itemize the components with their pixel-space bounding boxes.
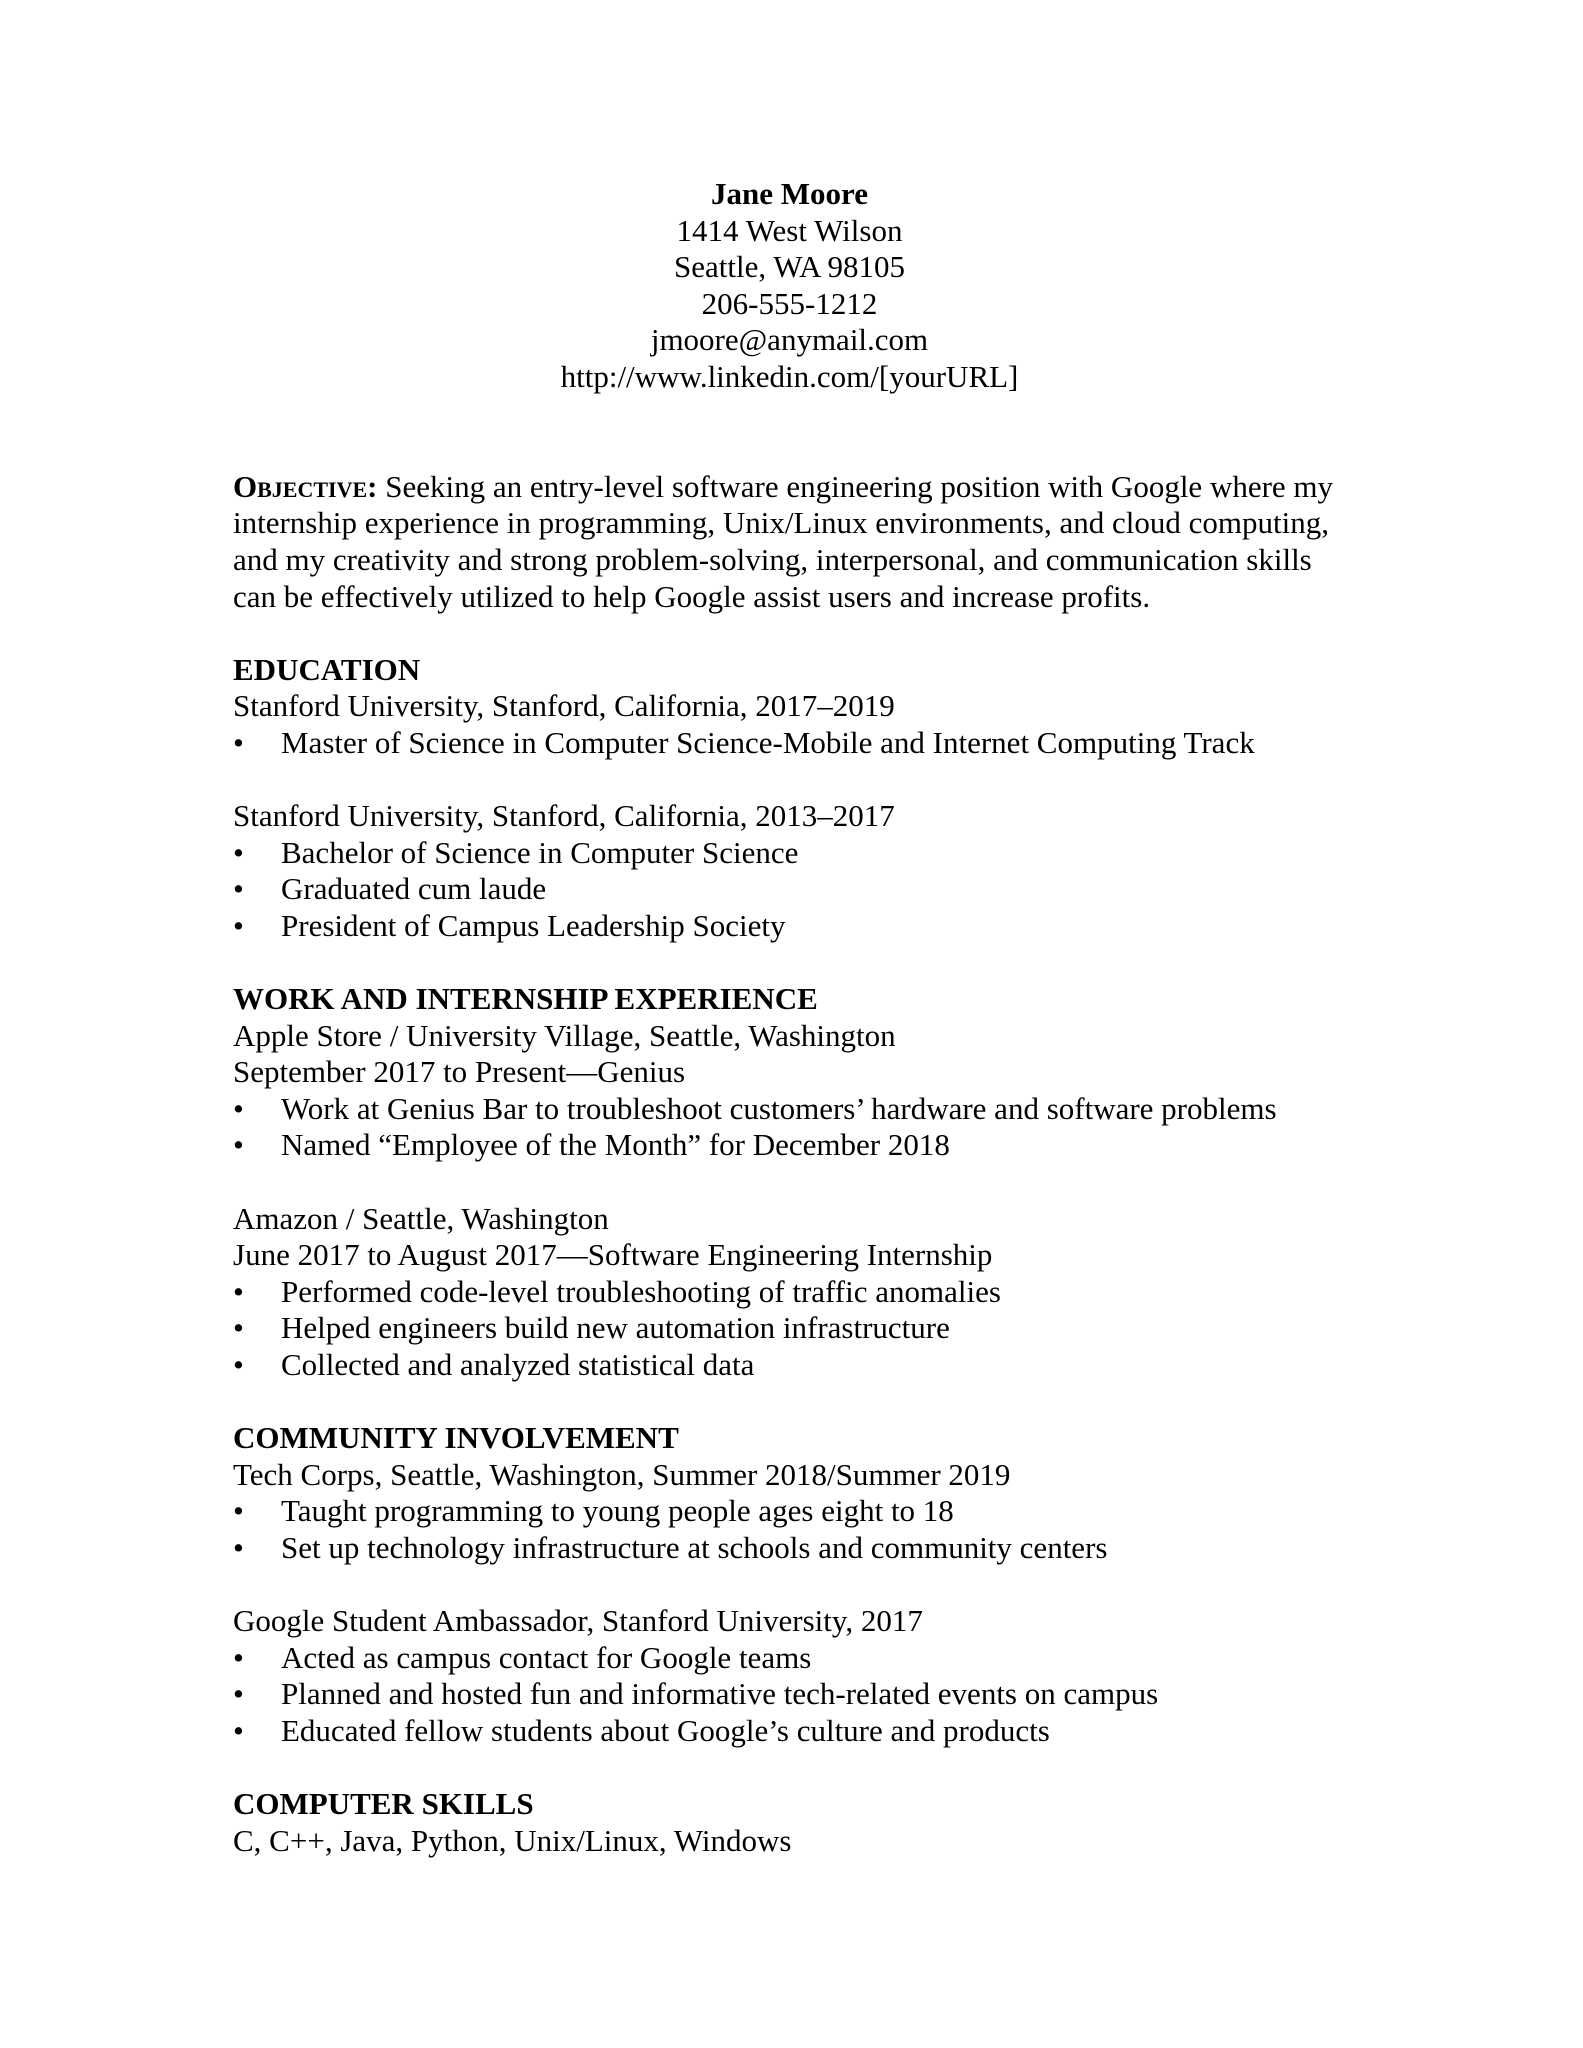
list-item (233, 1091, 1346, 1128)
list-item (233, 1493, 1346, 1530)
bullet-text: President of Campus Leadership Society (281, 907, 786, 943)
street-address: 1414 West Wilson (676, 212, 903, 248)
list-item (233, 871, 1346, 908)
bullet-text: Set up technology infrastructure at schools and community centers (281, 1529, 1108, 1565)
bullet-icon: • (233, 1676, 244, 1712)
community-heading: COMMUNITY INVOLVEMENT (233, 1420, 679, 1456)
bullet-icon: • (233, 907, 244, 943)
linkedin-url: http://www.linkedin.com/[yourURL] (560, 358, 1019, 394)
phone-number: 206-555-1212 (701, 285, 878, 321)
work-entry (233, 1018, 1346, 1164)
bullet-icon: • (233, 724, 244, 760)
bullet-text: Taught programming to young people ages eight to 18 (281, 1493, 954, 1529)
bullet-icon: • (233, 1273, 244, 1309)
work-entry (233, 1201, 1346, 1384)
section-work-experience (233, 981, 1346, 1384)
list-item (233, 1127, 1346, 1164)
community-entry (233, 1603, 1346, 1749)
work-date-line: June 2017 to August 2017—Software Engineering Internship (233, 1237, 993, 1273)
list-item (233, 1640, 1346, 1677)
section-computer-skills (233, 1786, 1346, 1859)
education-entry (233, 688, 1346, 761)
bullet-icon: • (233, 1529, 244, 1565)
work-org-line: Amazon / Seattle, Washington (233, 1200, 609, 1236)
contact-header (233, 176, 1346, 396)
objective-paragraph (233, 469, 1346, 615)
list-item (233, 1310, 1346, 1347)
education-heading: EDUCATION (233, 651, 421, 687)
candidate-name: Jane Moore (711, 176, 868, 211)
bullet-icon: • (233, 834, 244, 870)
bullet-icon: • (233, 871, 244, 907)
bullet-text: Master of Science in Computer Science-Mobile and Internet Computing Track (281, 724, 1255, 760)
list-item (233, 1530, 1346, 1567)
bullet-icon: • (233, 1493, 244, 1529)
list-item (233, 1274, 1346, 1311)
email-address: jmoore@anymail.com (650, 322, 929, 358)
education-school-line: Stanford University, Stanford, California, 2017–2019 (233, 688, 895, 724)
bullet-icon: • (233, 1347, 244, 1382)
bullet-text: Collected and analyzed statistical data (281, 1347, 755, 1382)
community-org-line: Google Student Ambassador, Stanford University, 2017 (233, 1603, 923, 1639)
bullet-text: Helped engineers build new automation infrastructure (281, 1310, 950, 1346)
bullet-icon: • (233, 1639, 244, 1675)
work-date-line: September 2017 to Present—Genius (233, 1054, 686, 1090)
bullet-icon: • (233, 1310, 244, 1346)
bullet-text: Performed code-level troubleshooting of traffic anomalies (281, 1273, 1001, 1309)
bullet-text: Planned and hosted fun and informative tech-related events on campus (281, 1676, 1159, 1712)
section-community-involvement (233, 1420, 1346, 1749)
community-entry (233, 1457, 1346, 1567)
objective-label: Objective: (233, 468, 378, 504)
bullet-icon: • (233, 1127, 244, 1163)
list-item (233, 1676, 1346, 1713)
city-state-zip: Seattle, WA 98105 (673, 249, 906, 285)
bullet-text: Work at Genius Bar to troubleshoot customers’ hardware and software problems (281, 1090, 1277, 1126)
bullet-text: Named “Employee of the Month” for December 2018 (281, 1127, 950, 1163)
community-org-line: Tech Corps, Seattle, Washington, Summer 2018/Summer 2019 (233, 1456, 1011, 1492)
bullet-icon: • (233, 1712, 244, 1748)
bullet-text: Acted as campus contact for Google teams (281, 1639, 812, 1675)
skills-list: C, C++, Java, Python, Unix/Linux, Windows (233, 1822, 792, 1858)
work-heading: WORK AND INTERNSHIP EXPERIENCE (233, 981, 818, 1017)
section-education (233, 652, 1346, 945)
bullet-text: Bachelor of Science in Computer Science (281, 834, 799, 870)
list-item (233, 725, 1346, 762)
bullet-text: Graduated cum laude (281, 871, 547, 907)
work-org-line: Apple Store / University Village, Seattle, Washington (233, 1017, 896, 1053)
list-item (233, 835, 1346, 872)
resume-content (233, 176, 1346, 1859)
list-item (233, 1347, 1346, 1384)
objective-text: Seeking an entry-level software engineering position with Google where my internship experience in programming, Unix/Linux environments, and cloud computing, and my creativity and strong problem-solving, interpersonal, and communication skills can be effectively utilized to help Google assist users and increase profits. (233, 468, 1334, 614)
bullet-text: Educated fellow students about Google’s culture and products (281, 1712, 1050, 1748)
education-school-line: Stanford University, Stanford, California, 2013–2017 (233, 798, 895, 834)
list-item (233, 1713, 1346, 1750)
bullet-icon: • (233, 1090, 244, 1126)
skills-heading: COMPUTER SKILLS (233, 1786, 534, 1822)
education-entry (233, 798, 1346, 944)
list-item (233, 908, 1346, 945)
